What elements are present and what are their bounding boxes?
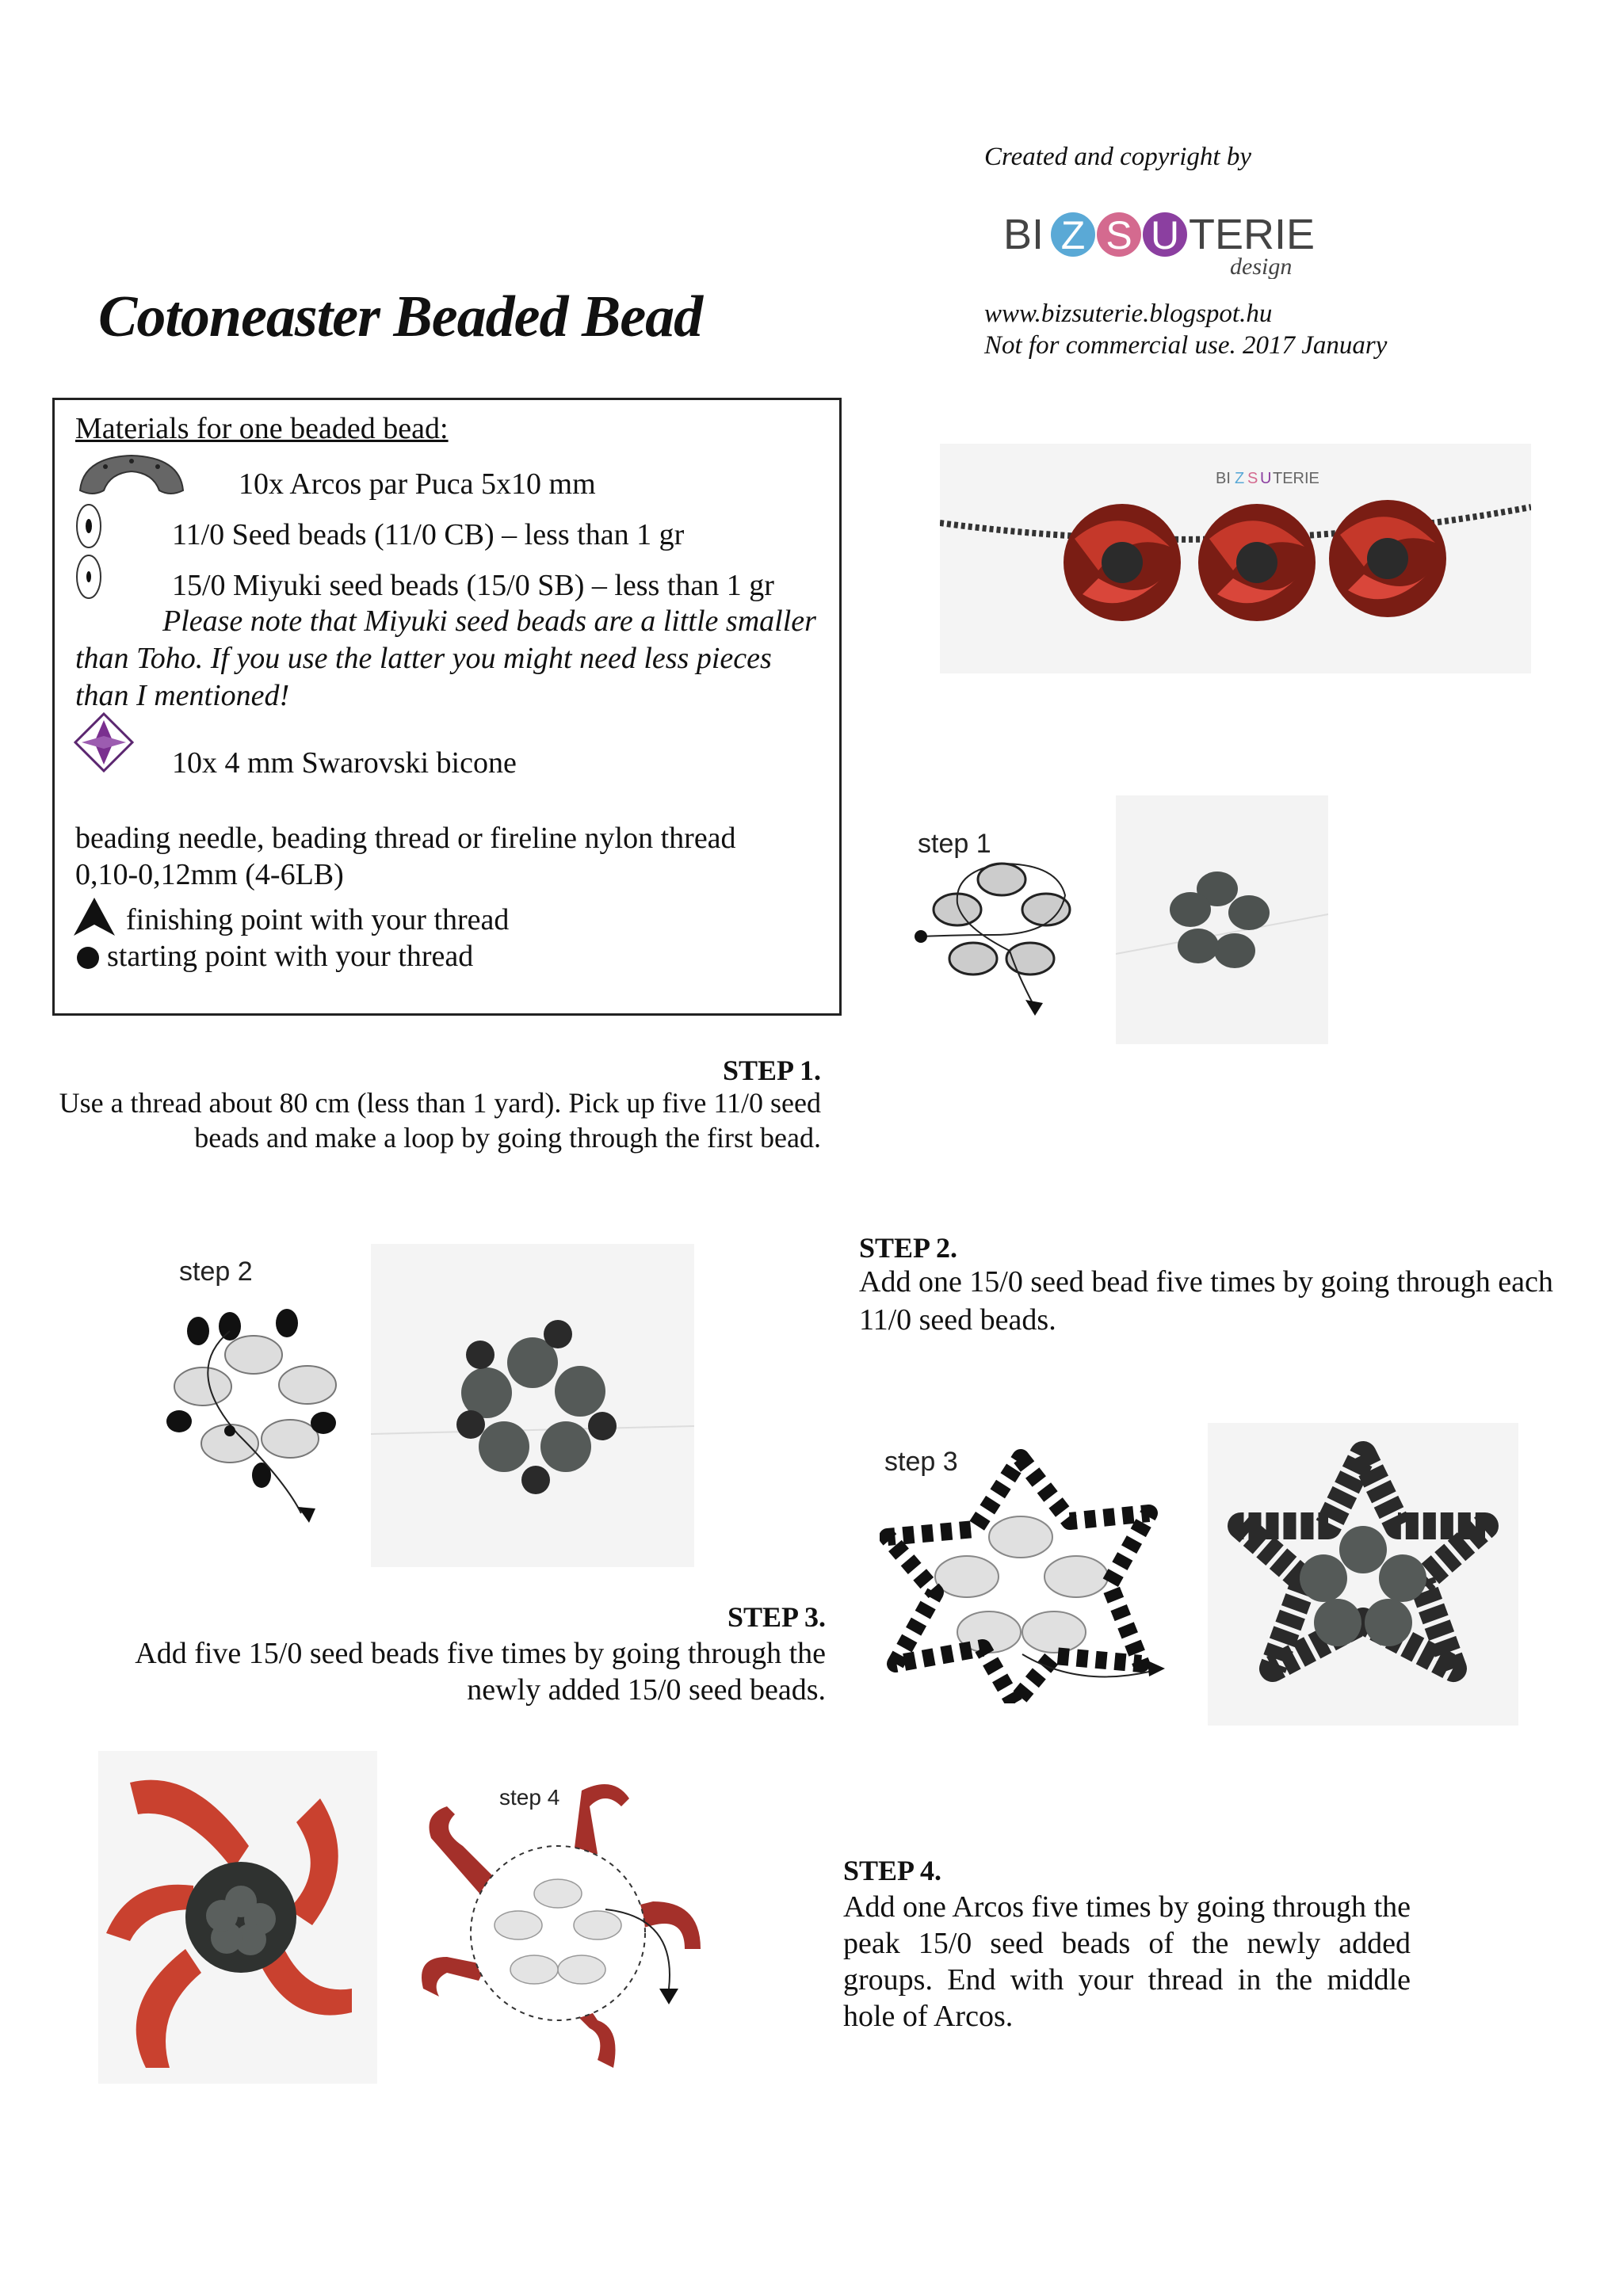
finish-arrow-icon <box>72 896 116 937</box>
step1-text: Use a thread about 80 cm (less than 1 yard). Pick up five 11/0 seed beads and make a loop by going through the first bead. <box>59 1087 821 1154</box>
svg-text:BI: BI <box>1216 470 1231 487</box>
bicone-icon <box>74 712 134 772</box>
material-seed-11: 11/0 Seed beads (11/0 CB) – less than 1 gr <box>172 518 685 551</box>
bizsuterie-logo <box>1000 200 1317 279</box>
svg-text:TERIE: TERIE <box>1189 211 1316 258</box>
seed-bead-15-icon <box>75 554 102 600</box>
step4-title: STEP 4. <box>843 1855 942 1886</box>
svg-text:S: S <box>1247 470 1258 487</box>
svg-text:Z: Z <box>1235 470 1245 487</box>
svg-text:step 1: step 1 <box>918 829 991 859</box>
svg-text:design: design <box>1230 254 1293 279</box>
page-title: Cotoneaster Beaded Bead <box>98 284 703 349</box>
material-bicone: 10x 4 mm Swarovski bicone <box>172 746 517 780</box>
start-dot-icon <box>75 945 101 971</box>
step3-title: STEP 3. <box>727 1601 826 1633</box>
svg-text:BI: BI <box>1003 211 1044 258</box>
start-legend: starting point with your thread <box>107 940 474 973</box>
material-seed-15: 15/0 Miyuki seed beads (15/0 SB) – less than 1 gr <box>172 569 774 602</box>
step4-diagram <box>415 1767 716 2084</box>
seed-bead-11-icon <box>75 503 102 549</box>
materials-tools: beading needle, beading thread or fireline nylon thread 0,10-0,12mm (4-6LB) <box>75 822 736 891</box>
svg-text:U: U <box>1150 213 1180 257</box>
svg-text:Z: Z <box>1060 213 1086 257</box>
finish-legend: finishing point with your thread <box>126 903 510 936</box>
materials-note: Please note that Miyuki seed beads are a little smaller than Toho. If you use the latter you might need less pieces than I mentioned! <box>75 605 816 712</box>
credit-label: Created and copyright by <box>984 143 1251 171</box>
step3-photo <box>1208 1423 1518 1726</box>
step4-text: Add one Arcos five times by going through the peak 15/0 seed beads of the newly added groups. End with your thread in the middle hole of Arcos. <box>843 1890 1411 2033</box>
step3-text: Add five 15/0 seed beads five times by going through the newly added 15/0 seed beads. <box>135 1637 826 1707</box>
svg-text:U: U <box>1260 470 1272 487</box>
step1-photo <box>1116 795 1328 1044</box>
step2-diagram <box>151 1244 357 1529</box>
svg-text:S: S <box>1106 213 1132 257</box>
arcos-bead-icon <box>74 449 189 505</box>
svg-text:step 3: step 3 <box>884 1447 958 1477</box>
step2-text: Add one 15/0 seed bead five times by going through each 11/0 seed beads. <box>859 1265 1553 1337</box>
materials-heading: Materials for one beaded bead: <box>75 412 449 445</box>
svg-text:step 2: step 2 <box>179 1257 253 1287</box>
website-url: www.bizsuterie.blogspot.hu <box>984 299 1273 328</box>
svg-text:TERIE: TERIE <box>1273 470 1319 487</box>
step2-title: STEP 2. <box>859 1232 958 1264</box>
step2-photo <box>371 1244 694 1567</box>
materials-box <box>52 398 842 1016</box>
svg-text:step 4: step 4 <box>499 1785 560 1810</box>
step1-title: STEP 1. <box>722 1055 821 1086</box>
material-arcos: 10x Arcos par Puca 5x10 mm <box>239 467 596 501</box>
step3-diagram <box>880 1434 1173 1703</box>
step1-diagram <box>907 816 1097 1022</box>
copyright-notice: Not for commercial use. 2017 January <box>984 331 1388 360</box>
necklace-photo <box>940 444 1531 673</box>
step4-photo <box>98 1751 377 2084</box>
